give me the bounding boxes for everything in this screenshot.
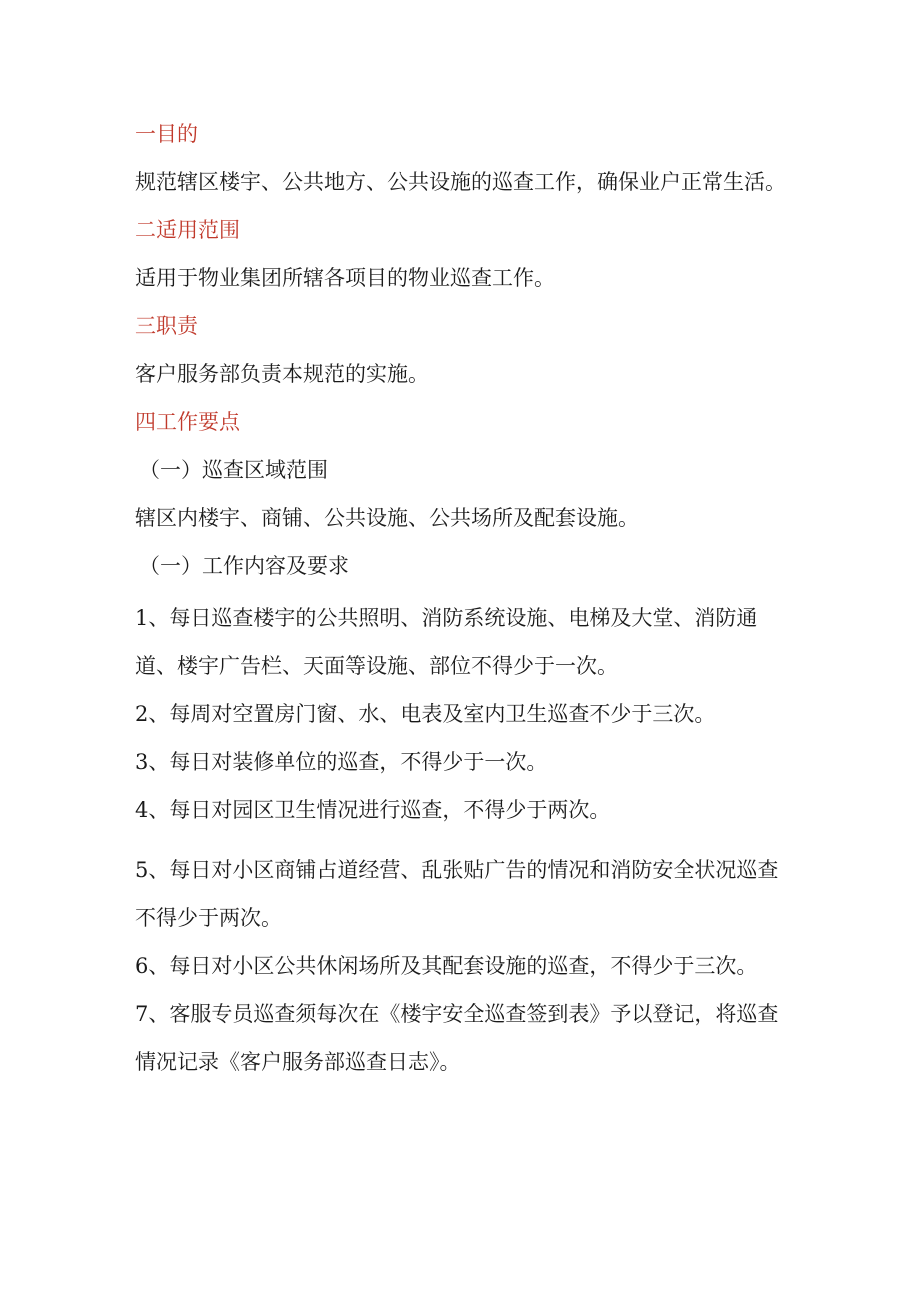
list-item-2: 2、每周对空置房门窗、水、电表及室内卫生巡查不少于三次。 [135, 702, 716, 726]
list-item-6: 6、每日对小区公共休闲场所及其配套设施的巡查，不得少于三次。 [135, 954, 758, 978]
section-text-duty: 客户服务部负责本规范的实施。 [135, 362, 429, 386]
subsection-title-area: （一）巡查区域范围 [139, 458, 328, 482]
list-item-4: 4、每日对园区卫生情况进行巡查，不得少于两次。 [135, 798, 611, 822]
section-heading-scope: 二适用范围 [135, 218, 240, 242]
section-heading-duty: 三职责 [135, 314, 198, 338]
list-item-1: 1、每日巡查楼宇的公共照明、消防系统设施、电梯及大堂、消防通道、楼宇广告栏、天面等设施、部位不得少于一次。 [135, 606, 758, 678]
list-item-5: 5、每日对小区商铺占道经营、乱张贴广告的情况和消防安全状况巡查不得少于两次。 [135, 858, 779, 930]
section-heading-purpose: 一目的 [135, 122, 198, 146]
document-body [135, 110, 795, 1086]
subsection-text-area: 辖区内楼宇、商铺、公共设施、公共场所及配套设施。 [135, 506, 639, 530]
list-item-7: 7、客服专员巡查须每次在《楼宇安全巡查签到表》予以登记，将巡查情况记录《客户服务部巡查日志》。 [135, 1002, 779, 1074]
section-text-scope: 适用于物业集团所辖各项目的物业巡查工作。 [135, 266, 555, 290]
section-heading-points: 四工作要点 [135, 410, 240, 434]
list-item-3: 3、每日对装修单位的巡查，不得少于一次。 [135, 750, 548, 774]
subsection-title-content: （一）工作内容及要求 [139, 554, 349, 578]
section-text-purpose: 规范辖区楼宇、公共地方、公共设施的巡查工作，确保业户正常生活。 [135, 170, 786, 194]
